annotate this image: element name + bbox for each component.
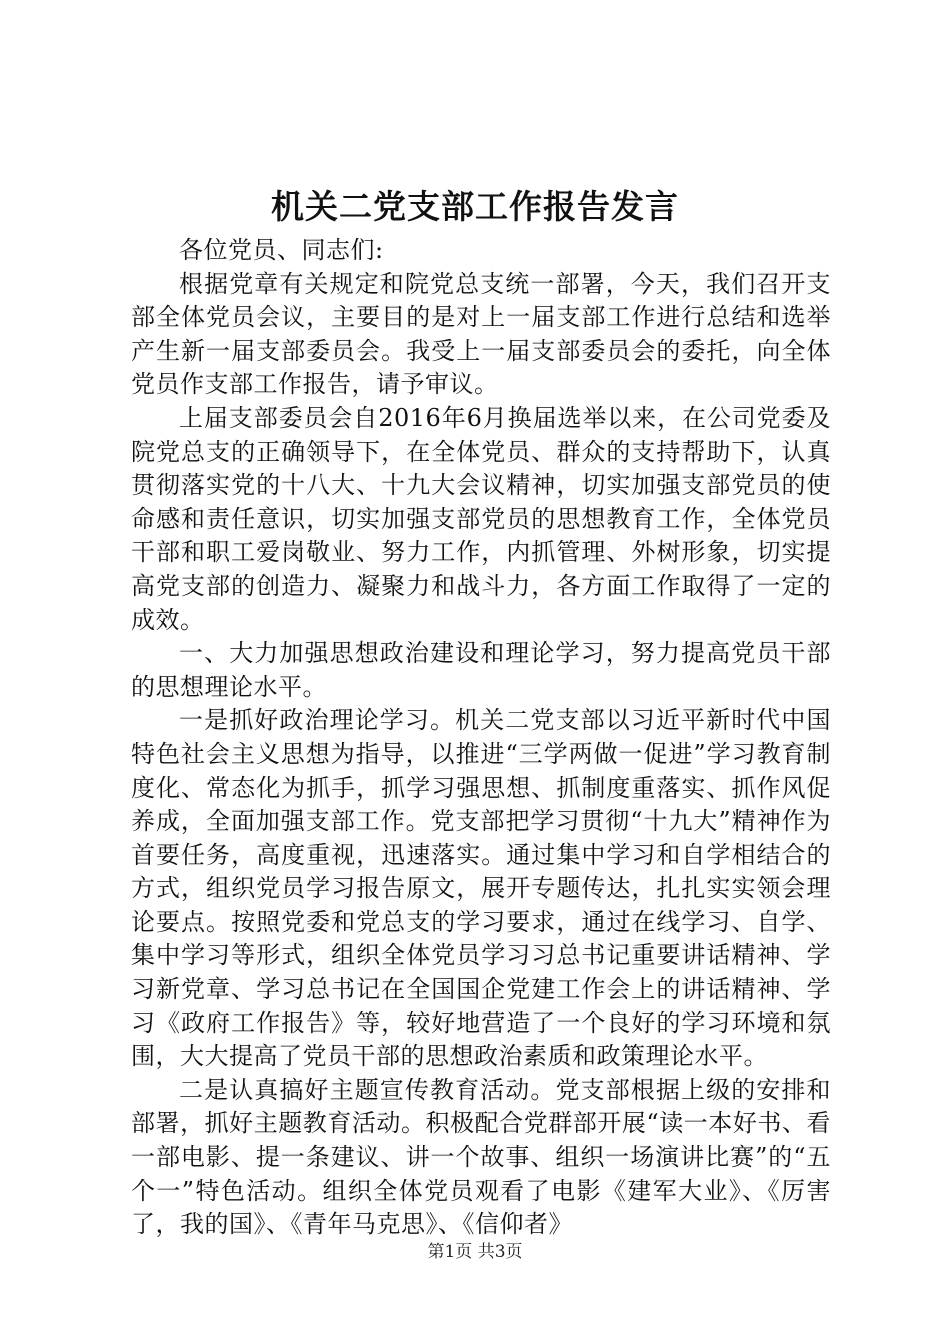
page-number-footer: 第1页 共3页 — [427, 1242, 523, 1262]
document-title: 机关二党支部工作报告发言 — [271, 187, 679, 226]
education-activity-paragraph: 二是认真搞好主题宣传教育活动。党支部根据上级的安排和部署，抓好主题教育活动。积极配合党群部开展“读一本好书、看一部电影、提一条建议、讲一个故事、组织一场演讲比赛”的“五个一”特色活动。组织全体党员观看了电影《建军大业》、《厉害了，我的国》、《青年马克思》、《信仰者》 — [131, 1075, 831, 1239]
greeting-paragraph: 各位党员、同志们: — [179, 236, 384, 264]
summary-paragraph: 上届支部委员会自2016年6月换届选举以来，在公司党委及院党总支的正确领导下，在全体党员、群众的支持帮助下，认真贯彻落实党的十八大、十九大会议精神，切实加强支部党员的使命感和责任意识，切实加强支部党员的思想教育工作，全体党员干部和职工爱岗敬业、努力工作，内抓管理、外树形象，切实提高党支部的创造力、凝聚力和战斗力，各方面工作取得了一定的成效。 — [131, 403, 831, 634]
document-body — [131, 234, 831, 1242]
theory-study-paragraph: 一是抓好政治理论学习。机关二党支部以习近平新时代中国特色社会主义思想为指导，以推进“三学两做一促进”学习教育制度化、常态化为抓手，抓学习强思想、抓制度重落实、抓作风促养成，全面加强支部工作。党支部把学习贯彻“十九大”精神作为首要任务，高度重视，迅速落实。通过集中学习和自学相结合的方式，组织党员学习报告原文，展开专题传达，扎扎实实领会理论要点。按照党委和党总支的学习要求，通过在线学习、自学、集中学习等形式，组织全体党员学习习总书记重要讲话精神、学习新党章、学习总书记在全国国企党建工作会上的讲话精神、学习《政府工作报告》等，较好地营造了一个良好的学习环境和氛围，大大提高了党员干部的思想政治素质和政策理论水平。 — [131, 706, 831, 1071]
section-heading-paragraph: 一、大力加强思想政治建设和理论学习，努力提高党员干部的思想理论水平。 — [131, 639, 831, 701]
intro-paragraph: 根据党章有关规定和院党总支统一部署，今天，我们召开支部全体党员会议，主要目的是对上一届支部工作进行总结和选举产生新一届支部委员会。我受上一届支部委员会的委托，向全体党员作支部工作报告，请予审议。 — [131, 269, 831, 399]
